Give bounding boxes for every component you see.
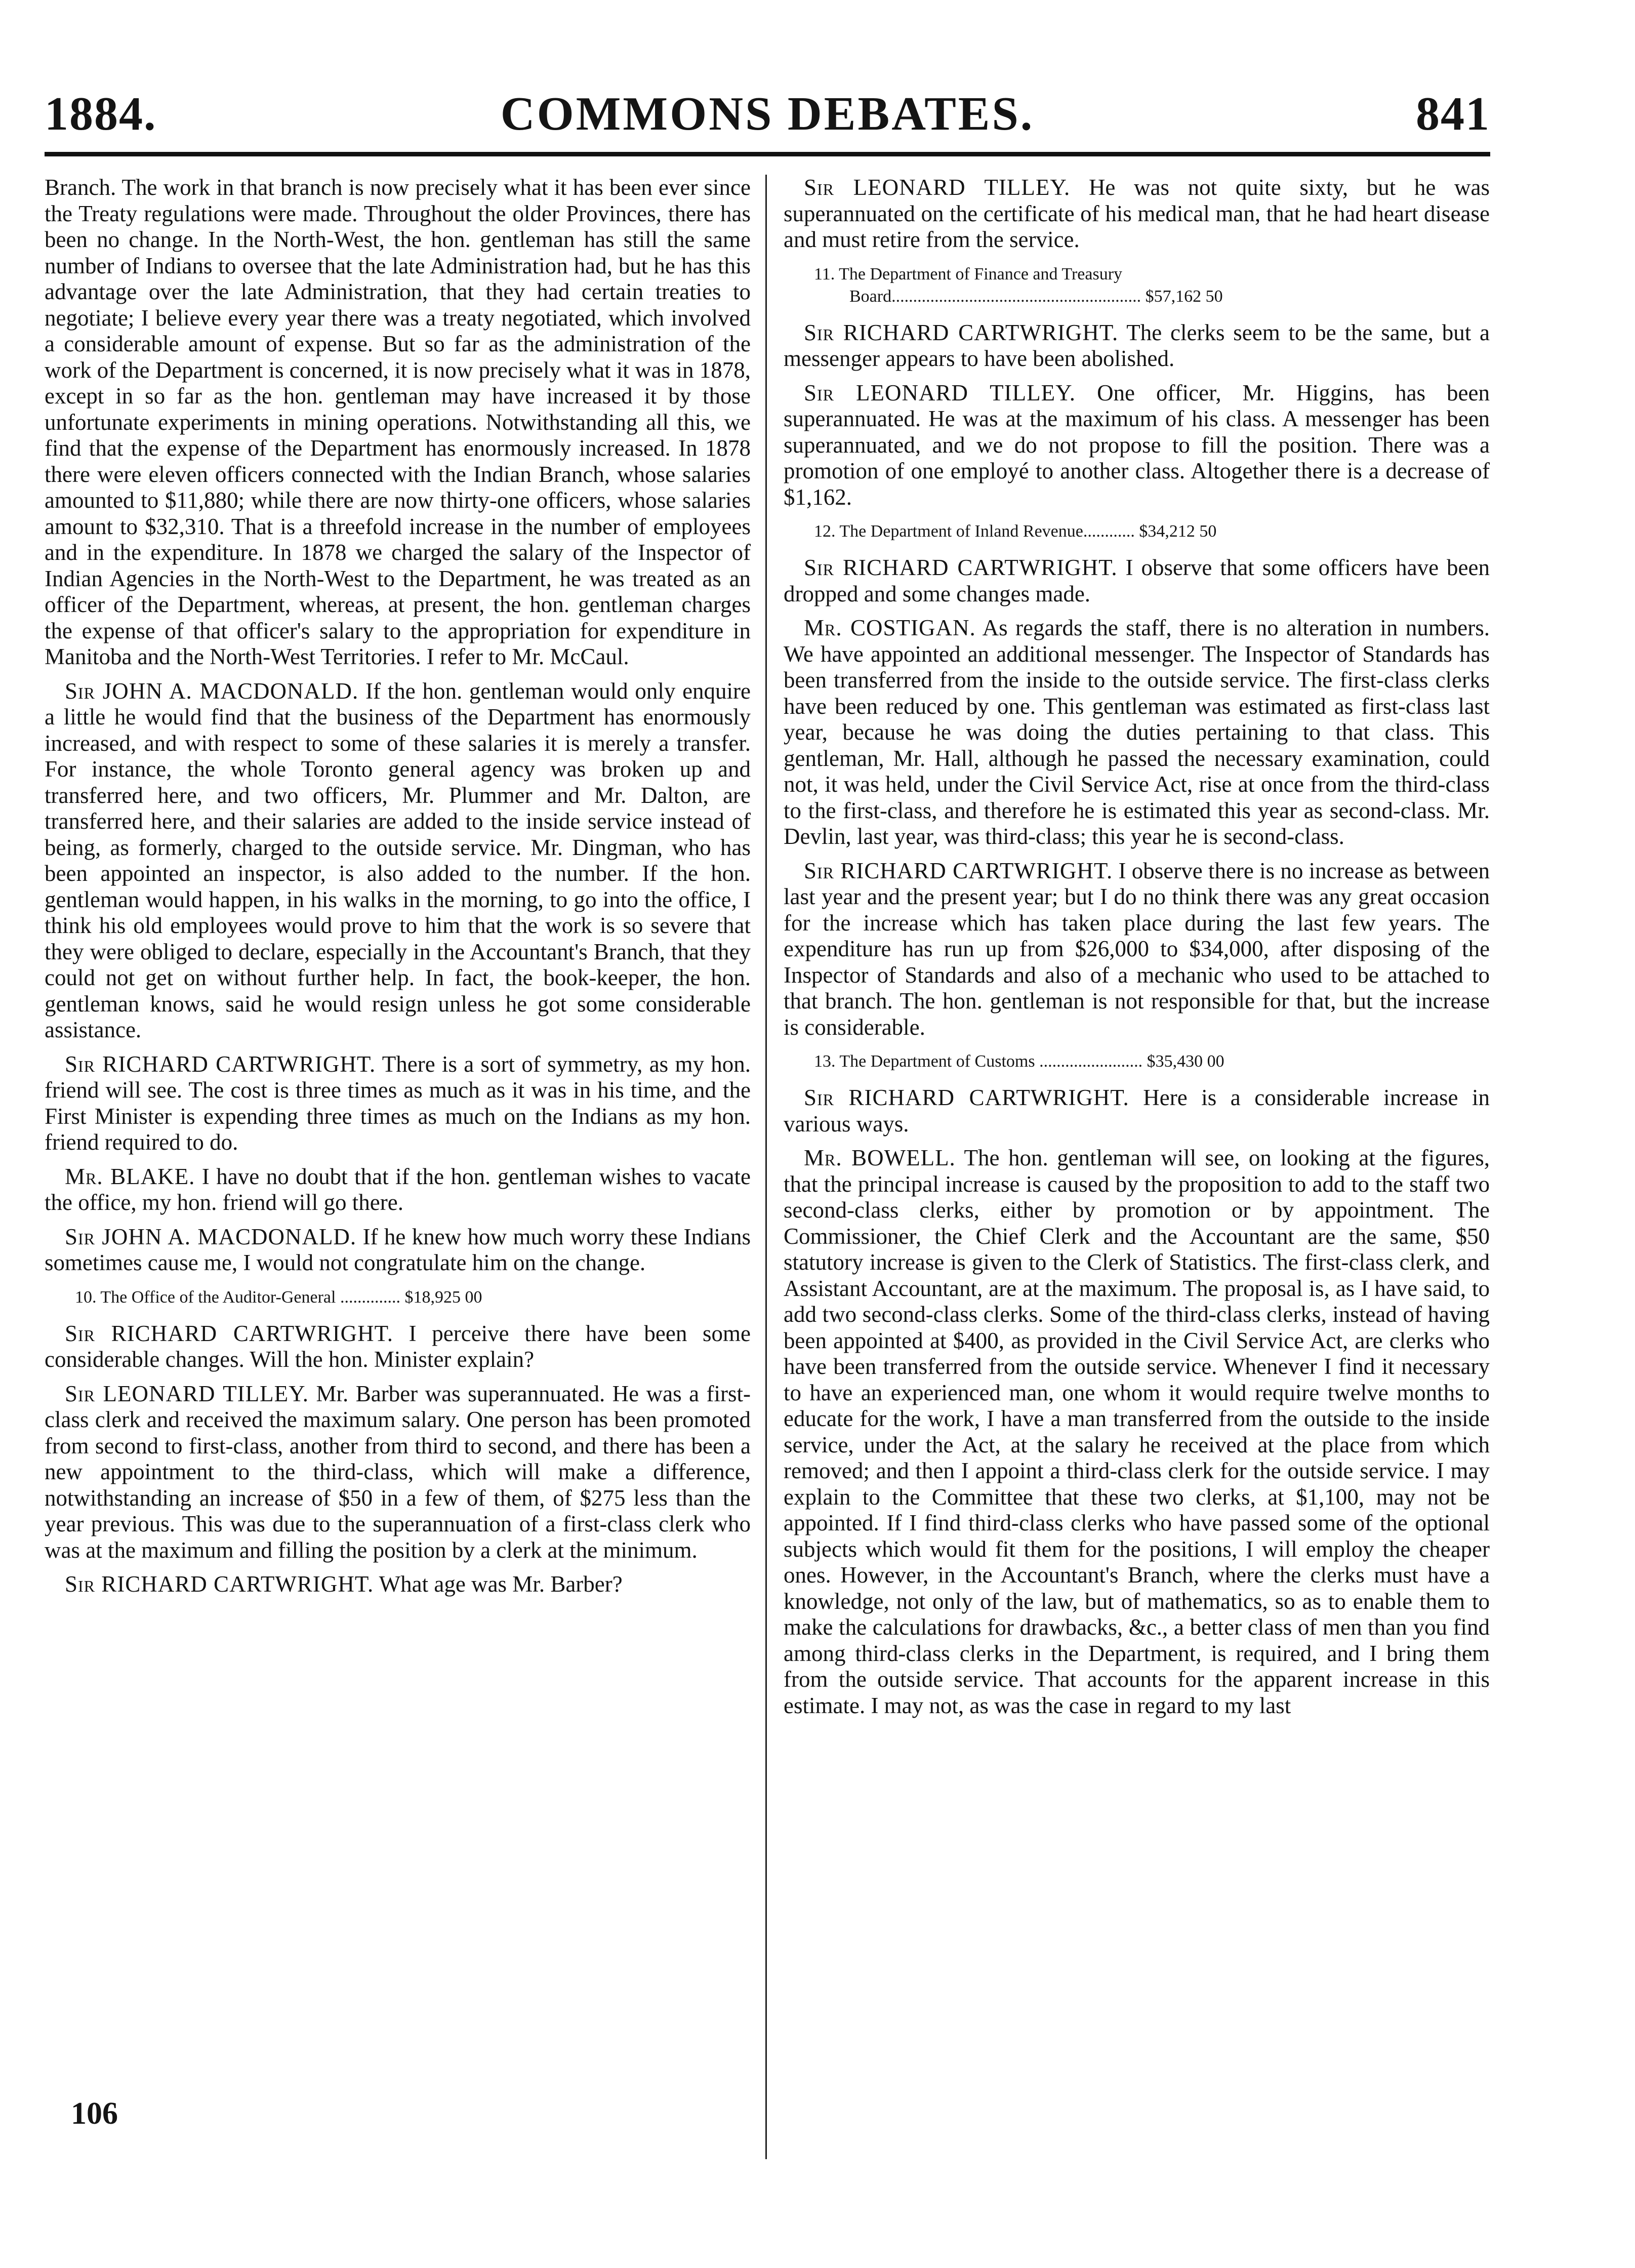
estimate-amount: $18,925 00 xyxy=(404,1287,482,1307)
speech-text: As regards the staff, there is no alteration in numbers. We have appointed an additional messenger. The Inspector of Standards has been transferred from the inside to the outside service. The first-class clerks have been reduced by one. This gentleman was estimated as first-class last year, because he was doing the duties pertaining to that class. This gentleman, Mr. Hall, although he passed the necessary examination, could not, it was held, under the Civil Service Act, rise at once from the third-class to the first-class, and therefore he is estimated this year as second-class. Mr. Devlin, last year, was third-class; this year he is second-class. xyxy=(784,615,1490,849)
estimate-item xyxy=(75,1286,751,1309)
speech xyxy=(45,1571,751,1598)
speech-text: I observe that some officers have been dropped and some changes made. xyxy=(784,555,1490,606)
speech xyxy=(45,1164,751,1216)
speech-text: There is a sort of symmetry, as my hon. friend will see. The cost is three times as much as it was in his time, and the First Minister is expending three times as much on the Indians as my hon. friend required to do. xyxy=(45,1051,751,1155)
speech-text: One officer, Mr. Higgins, has been superannuated. He was at the maximum of his class. A messenger has been superannuated, and we do not propose to fill the position. There was a promotion of one employé to another class. Altogether there is a decrease of $1,162. xyxy=(784,380,1490,510)
speaker-name: Sir RICHARD CARTWRIGHT. xyxy=(65,1571,374,1597)
estimate-item xyxy=(814,520,1490,543)
speech xyxy=(45,1224,751,1276)
speech xyxy=(45,1051,751,1156)
speech xyxy=(784,1145,1490,1719)
column-divider xyxy=(765,175,767,2159)
estimate-label: 13. The Department of Customs ........................ xyxy=(814,1052,1143,1071)
speech xyxy=(784,320,1490,372)
paragraph: Branch. The work in that branch is now precisely what it has been ever since the Treaty regulations were made. Throughout the older Provinces, there has been no change. In the North-West, the hon. gentleman has still the same number of Indians to oversee that the late Administration had, but he has this advantage over the late Administration, that they had certain treaties to negotiate; I believe every year there was a treaty negotiated, which involved a considerable amount of expense. But so far as the administration of the work of the Department is concerned, it is now precisely what it was in 1878, except in so far as the hon. gentleman may have increased it by those unfortunate experiments in mining operations. Notwithstanding all this, we find that the expense of the Department has enormously increased. In 1878 there were eleven officers connected with the Indian Branch, whose salaries amounted to $11,880; while there are now thirty-one officers, whose salaries amount to $32,310. That is a threefold increase in the number of employees and in the expenditure. In 1878 we charged the salary of the Inspector of Indian Agencies in the North-West to the Department, he was treated as an officer of the Department, whereas, at present, the hon. gentleman charges the expense of that officer's salary to the appropriation for expenditure in Manitoba and the North-West Territories. I refer to Mr. McCaul. xyxy=(45,175,751,669)
speech-text: He was not quite sixty, but he was superannuated on the certificate of his medical man, that he had heart disease and must retire from the service. xyxy=(784,175,1490,252)
estimate-label: 12. The Department of Inland Revenue............ xyxy=(814,522,1135,541)
publication-title: COMMONS DEBATES. xyxy=(500,88,1035,140)
estimate-label: 10. The Office of the Auditor-General .............. xyxy=(75,1287,400,1307)
speaker-name: Sir JOHN A. MACDONALD. xyxy=(65,1224,357,1249)
speech xyxy=(45,1321,751,1373)
speaker-name: Sir RICHARD CARTWRIGHT. xyxy=(804,319,1119,345)
speaker-name: Sir RICHARD CARTWRIGHT. xyxy=(804,858,1113,883)
estimate-amount: $34,212 50 xyxy=(1139,522,1217,541)
speech-text: If he knew how much worry these Indians sometimes cause me, I would not congratulate him on the change. xyxy=(45,1224,751,1275)
speaker-name: Sir LEONARD TILLEY. xyxy=(804,380,1076,406)
speech-text: I perceive there have been some considerable changes. Will the hon. Minister explain? xyxy=(45,1320,751,1372)
speaker-name: Sir LEONARD TILLEY. xyxy=(804,175,1071,200)
signature-number: 106 xyxy=(71,2096,118,2131)
speech xyxy=(784,615,1490,850)
speaker-name: Sir JOHN A. MACDONALD. xyxy=(65,678,359,704)
header-year: 1884. xyxy=(45,88,157,140)
estimate-item xyxy=(814,1050,1490,1073)
speech-text: What age was Mr. Barber? xyxy=(379,1571,623,1597)
estimate-label-continued: Board.......................................................... xyxy=(849,287,1141,306)
speaker-name: Mr. BOWELL. xyxy=(804,1145,956,1170)
header-rule xyxy=(45,152,1490,156)
speech xyxy=(784,555,1490,607)
speech-text: If the hon. gentleman would only enquire a little he would find that the business of the Department has enormously increased, and with respect to some of these salaries it is merely a transfer. For instance, the whole Toronto general agency was broken up and transferred here, and two officers, Mr. Plummer and Mr. Dalton, are transferred here, and their salaries are added to the inside service instead of being, as formerly, charged to the outside service. Mr. Dingman, who has been appointed an inspector, is also added to the number. If the hon. gentleman would happen, in his walks in the morning, to go into the office, I think his old employees would prove to him that the work is so severe that they were obliged to declare, especially in the Accountant's Branch, that they could not get on without further help. In fact, the book-keeper, the hon. gentleman knows, said he would resign unless he got some considerable assistance. xyxy=(45,678,751,1042)
speaker-name: Sir RICHARD CARTWRIGHT. xyxy=(65,1320,393,1346)
speech-text: The hon. gentleman will see, on looking at the figures, that the principal increase is caused by the proposition to add to the staff two second-class clerks, either by promotion or by appointment. The Commissioner, the Chief Clerk and the Accountant are the same, $50 statutory increase is given to the Clerk of Statistics. The first-class clerk, and Assistant Accountant, are at the maximum. The proposal is, as I have said, to add two second-class clerks. Some of the third-class clerks, instead of having been appointed at $400, as provided in the Civil Service Act, are clerks who have been transferred from the outside service. Whenever I find it necessary to have an experienced man, one whom it would require twelve months to educate for the work, I have a man transferred from the outside to the inside service, under the Act, at the salary he received at the place from which removed; and then I appoint a third-class clerk for the outside service. I may explain to the Committee that these two clerks, at $1,100, may not be appointed. If I find third-class clerks who have passed some of the optional subjects which would fit them for the positions, I will employ the cheaper ones. However, in the Accountant's Branch, where the clerks must have a knowledge, not only of the law, but of mathematics, so as to enable them to make the calculations for drawbacks, &c., a better class of men than you find among third-class clerks in the Department, is required, and I bring them from the outside service. That accounts for the apparent increase in this estimate. I may not, as was the case in regard to my last xyxy=(784,1145,1490,1718)
estimate-amount: $35,430 00 xyxy=(1147,1052,1224,1071)
speech-text: Here is a considerable increase in various ways. xyxy=(784,1085,1490,1137)
speaker-name: Sir LEONARD TILLEY. xyxy=(65,1381,309,1406)
estimate-item xyxy=(814,263,1490,308)
speaker-name: Sir RICHARD CARTWRIGHT. xyxy=(804,555,1118,580)
speech xyxy=(784,380,1490,511)
speech xyxy=(45,1381,751,1564)
speaker-name: Sir RICHARD CARTWRIGHT. xyxy=(804,1085,1129,1110)
estimate-label: 11. The Department of Finance and Treasury xyxy=(814,264,1123,284)
page-number: 841 xyxy=(1416,88,1490,140)
speech xyxy=(45,678,751,1043)
speaker-name: Mr. BLAKE. xyxy=(65,1163,195,1189)
estimate-amount: $57,162 50 xyxy=(1145,287,1223,306)
page-header xyxy=(45,76,1490,152)
speech-text: I observe there is no increase as between last year and the present year; but I do no think there was any great occasion for the increase which has taken place during the last few years. The expenditure has run up from $26,000 to $34,000, after disposing of the Inspector of Standards and also of a mechanic who used to be attached to that branch. The hon. gentleman is not responsible for that, but the increase is considerable. xyxy=(784,858,1490,1040)
speech-text: Mr. Barber was superannuated. He was a first-class clerk and received the maximum salary. One person has been promoted from second to first-class, another from third to second, and there has been a new appointment to the third-class, which will make a difference, notwithstanding an increase of $50 in a few of them, of $275 less than the year previous. This was due to the superannuation of a first-class clerk who was at the maximum and filling the position by a clerk at the minimum. xyxy=(45,1381,751,1563)
speech xyxy=(784,858,1490,1041)
speaker-name: Sir RICHARD CARTWRIGHT. xyxy=(65,1051,376,1077)
speech xyxy=(784,1085,1490,1137)
speech-text: The clerks seem to be the same, but a messenger appears to have been abolished. xyxy=(784,319,1490,371)
speech xyxy=(784,175,1490,253)
left-column xyxy=(45,175,751,1606)
right-column xyxy=(784,175,1490,1727)
speaker-name: Mr. COSTIGAN. xyxy=(804,615,976,640)
speech-text: I have no doubt that if the hon. gentleman wishes to vacate the office, my hon. friend will go there. xyxy=(45,1163,751,1215)
